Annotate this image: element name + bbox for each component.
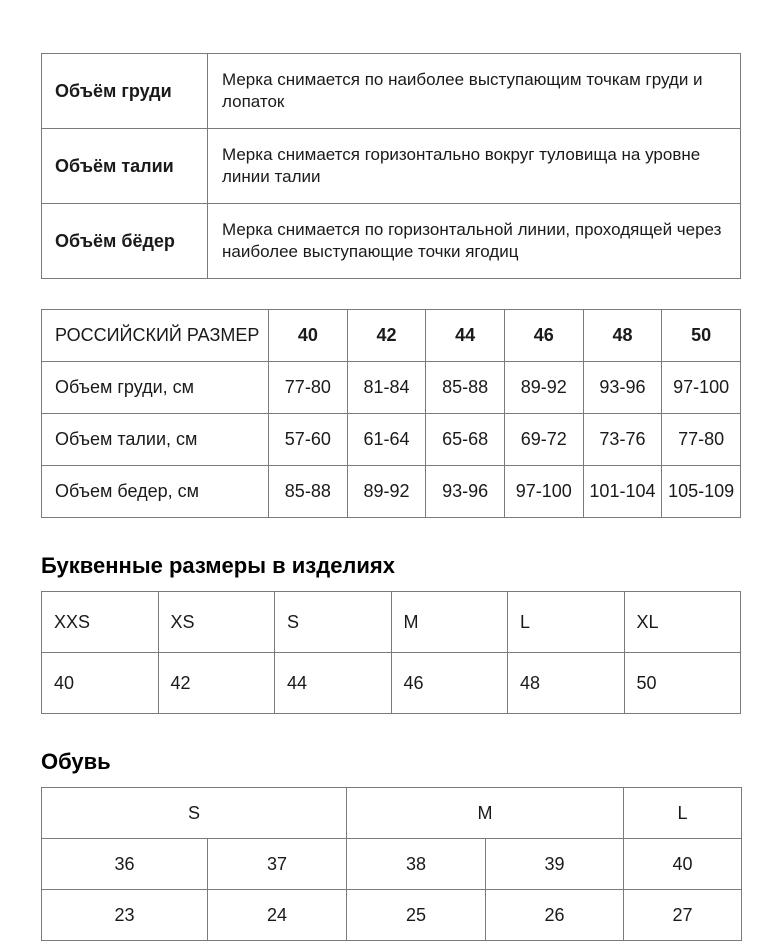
table-row xyxy=(42,54,741,129)
shoe-eu-size-cell: 37 xyxy=(208,839,347,890)
shoes-table xyxy=(41,787,742,941)
table-row xyxy=(42,890,742,941)
value-cell: 77-80 xyxy=(269,362,348,414)
value-cell: 85-88 xyxy=(269,466,348,518)
numeric-size-cell: 42 xyxy=(158,653,275,714)
value-cell: 81-84 xyxy=(347,362,426,414)
letter-size-cell: XL xyxy=(624,592,741,653)
russian-size-header-label: РОССИЙСКИЙ РАЗМЕР xyxy=(42,310,269,362)
shoe-group-s: S xyxy=(42,788,347,839)
shoe-eu-size-cell: 38 xyxy=(347,839,486,890)
row-label-hips: Объем бедер, см xyxy=(42,466,269,518)
letter-size-cell: XXS xyxy=(42,592,159,653)
letter-sizes-heading: Буквенные размеры в изделиях xyxy=(41,553,395,578)
shoe-group-l: L xyxy=(624,788,742,839)
value-cell: 89-92 xyxy=(347,466,426,518)
value-cell: 85-88 xyxy=(426,362,505,414)
value-cell: 69-72 xyxy=(504,414,583,466)
numeric-size-cell: 46 xyxy=(391,653,508,714)
table-row xyxy=(42,653,741,714)
size-header-cell: 46 xyxy=(504,310,583,362)
table-row xyxy=(42,839,742,890)
table-row xyxy=(42,414,741,466)
row-label-waist: Объем талии, см xyxy=(42,414,269,466)
value-cell: 93-96 xyxy=(583,362,662,414)
numeric-size-cell: 40 xyxy=(42,653,159,714)
letter-size-cell: S xyxy=(275,592,392,653)
numeric-size-cell: 44 xyxy=(275,653,392,714)
shoe-cm-size-cell: 23 xyxy=(42,890,208,941)
letter-sizes-table xyxy=(41,591,741,714)
shoes-heading: Обувь xyxy=(41,749,111,774)
shoe-eu-size-cell: 36 xyxy=(42,839,208,890)
numeric-size-cell: 50 xyxy=(624,653,741,714)
table-row xyxy=(42,204,741,279)
letter-size-cell: M xyxy=(391,592,508,653)
value-cell: 97-100 xyxy=(662,362,741,414)
measurement-description-hips: Мерка снимается по горизонтальной линии, проходящей через наиболее выступающие точки ягодиц xyxy=(208,204,741,279)
shoe-eu-size-cell: 40 xyxy=(624,839,742,890)
table-row xyxy=(42,129,741,204)
shoe-group-m: M xyxy=(347,788,624,839)
shoe-cm-size-cell: 27 xyxy=(624,890,742,941)
table-header-row xyxy=(42,310,741,362)
measurement-name-chest: Объём груди xyxy=(42,54,208,129)
value-cell: 93-96 xyxy=(426,466,505,518)
value-cell: 77-80 xyxy=(662,414,741,466)
shoe-eu-size-cell: 39 xyxy=(486,839,624,890)
table-header-row xyxy=(42,788,742,839)
russian-sizes-table xyxy=(41,309,741,518)
letter-size-cell: L xyxy=(508,592,625,653)
measurement-name-waist: Объём талии xyxy=(42,129,208,204)
letter-size-cell: XS xyxy=(158,592,275,653)
size-header-cell: 42 xyxy=(347,310,426,362)
measurements-table xyxy=(41,53,741,279)
value-cell: 97-100 xyxy=(504,466,583,518)
table-row xyxy=(42,466,741,518)
measurement-description-chest: Мерка снимается по наиболее выступающим точкам груди и лопаток xyxy=(208,54,741,129)
size-header-cell: 40 xyxy=(269,310,348,362)
shoe-cm-size-cell: 26 xyxy=(486,890,624,941)
shoe-cm-size-cell: 24 xyxy=(208,890,347,941)
size-header-cell: 48 xyxy=(583,310,662,362)
measurement-name-hips: Объём бёдер xyxy=(42,204,208,279)
table-header-row xyxy=(42,592,741,653)
value-cell: 105-109 xyxy=(662,466,741,518)
value-cell: 57-60 xyxy=(269,414,348,466)
size-header-cell: 44 xyxy=(426,310,505,362)
shoe-cm-size-cell: 25 xyxy=(347,890,486,941)
value-cell: 73-76 xyxy=(583,414,662,466)
measurement-description-waist: Мерка снимается горизонтально вокруг туловища на уровне линии талии xyxy=(208,129,741,204)
value-cell: 89-92 xyxy=(504,362,583,414)
size-header-cell: 50 xyxy=(662,310,741,362)
row-label-chest: Объем груди, см xyxy=(42,362,269,414)
value-cell: 61-64 xyxy=(347,414,426,466)
numeric-size-cell: 48 xyxy=(508,653,625,714)
value-cell: 101-104 xyxy=(583,466,662,518)
value-cell: 65-68 xyxy=(426,414,505,466)
table-row xyxy=(42,362,741,414)
